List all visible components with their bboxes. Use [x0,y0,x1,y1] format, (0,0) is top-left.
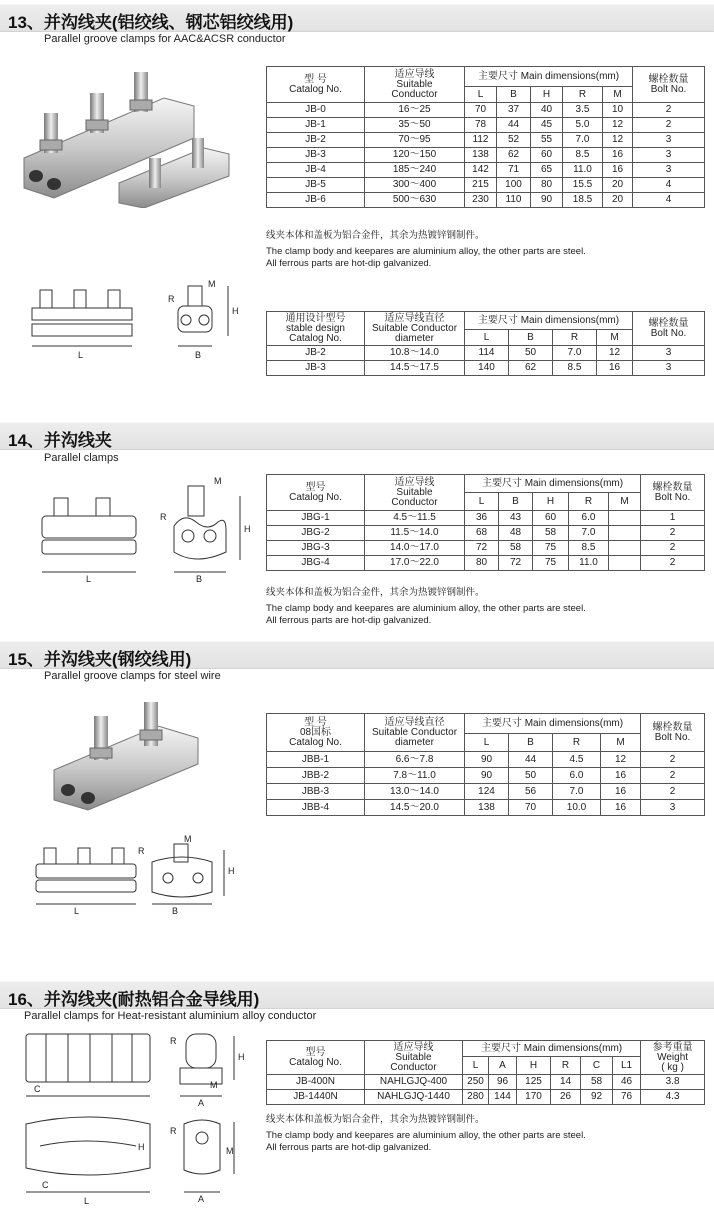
section-15-title: 15、并沟线夹(钢绞线用) [8,650,192,669]
cell-l: 80 [465,556,499,571]
dim-label-R-16a: R [170,1036,177,1046]
cell-h: 75 [533,556,569,571]
table-15-col-conductor: 适应导线直径 Suitable Conductor diameter [365,714,465,752]
cell-l1: 76 [613,1090,641,1105]
table-14-col-R: R [569,493,609,511]
cell-cond: 17.0～22.0 [365,556,465,571]
table-13b-col-L: L [465,330,509,346]
cell-model: JBG-1 [267,511,365,526]
cell-b: 44 [497,118,531,133]
table-13b-body [267,346,705,376]
cell-r: 3.5 [563,103,603,118]
cell-cond: 6.6～7.8 [365,752,465,768]
cell-model: JB-6 [267,193,365,208]
dim-label-M-14: M [214,476,222,486]
cell-b: 71 [497,163,531,178]
clamp-photo-13 [14,58,244,208]
table-16-col-L: L [463,1057,489,1075]
table-15-col-B: B [509,734,553,752]
table-15 [266,713,705,816]
cell-model: JB-3 [267,148,365,163]
cell-cond: 500～630 [365,193,465,208]
cell-bolt: 3 [641,800,705,816]
table-16-col-dims: 主要尺寸 Main dimensions(mm) [463,1041,641,1057]
cell-l: 90 [465,768,509,784]
table-15-col-L: L [465,734,509,752]
cell-model: JBB-4 [267,800,365,816]
cell-r: 6.0 [569,511,609,526]
cell-bolt: 3 [633,346,705,361]
cell-l: 280 [463,1090,489,1105]
dim-label-A-16a: A [198,1098,205,1108]
cell-b: 44 [509,752,553,768]
cell-wt: 3.8 [641,1075,705,1090]
table-13-col-conductor: 适应导线 Suitable Conductor [365,67,465,103]
dim-label-L-15: L [74,906,80,916]
table-14-body [267,511,705,571]
section-14-header [0,422,714,450]
cell-model: JBB-1 [267,752,365,768]
cell-l: 112 [465,133,497,148]
table-row [267,800,705,816]
cell-model: JB-1 [267,118,365,133]
dim-label-A-16b: A [198,1194,205,1204]
table-13-col-L: L [465,87,497,103]
dim-label-M: M [208,280,216,289]
cell-m: 20 [603,193,633,208]
cell-r: 8.5 [569,541,609,556]
cell-h: 125 [517,1075,551,1090]
table-14-col-H: H [533,493,569,511]
table-13b-col-M: M [597,330,633,346]
cell-r: 8.5 [563,148,603,163]
cell-l: 68 [465,526,499,541]
cell-bolt: 3 [633,163,705,178]
cell-cond: 4.5～11.5 [365,511,465,526]
cell-l1: 46 [613,1075,641,1090]
cell-cond: 14.5～17.5 [365,361,465,376]
cell-l: 70 [465,103,497,118]
cell-cond: NAHLGJQ-400 [365,1075,463,1090]
cell-h: 170 [517,1090,551,1105]
cell-model: JB-2 [267,133,365,148]
cell-m: 16 [601,800,641,816]
cell-r: 18.5 [563,193,603,208]
cell-r: 8.5 [553,361,597,376]
cell-cond: 70～95 [365,133,465,148]
dim-label-R: R [168,294,175,304]
section-14-title: 14、并沟线夹 [8,431,112,450]
cell-l: 72 [465,541,499,556]
table-13b-col-model: 通用设计型号 stable design Catalog No. [267,312,365,346]
cell-l: 142 [465,163,497,178]
table-row [267,118,705,133]
cell-b: 56 [509,784,553,800]
cell-cond: 14.0～17.0 [365,541,465,556]
cell-cond: 35～50 [365,118,465,133]
cell-l: 36 [465,511,499,526]
cell-r: 7.0 [553,346,597,361]
cell-wt: 4.3 [641,1090,705,1105]
dim-label-R-15: R [138,846,145,856]
table-row [267,163,705,178]
note-en-1: The clamp body and keepares are aluminium alloy, the other parts are steel. [266,603,586,614]
cell-model: JB-2 [267,346,365,361]
section-14-subtitle: Parallel clamps [44,452,119,464]
table-row [267,752,705,768]
cell-h: 65 [531,163,563,178]
cell-h: 80 [531,178,563,193]
table-row [267,133,705,148]
table-16-col-weight: 参考重量 Weight ( kg ) [641,1041,705,1075]
cell-bolt: 1 [641,511,705,526]
cell-b: 58 [499,541,533,556]
section-13-subtitle: Parallel groove clamps for AAC&ACSR conductor [44,33,286,45]
cell-r: 26 [551,1090,581,1105]
table-14-col-conductor: 适应导线 Suitable Conductor [365,475,465,511]
table-13-col-bolt: 螺栓数量 Bolt No. [633,67,705,103]
cell-c: 92 [581,1090,613,1105]
clamp-drawing-15 [28,834,258,918]
table-row [267,511,705,526]
table-16-col-C: C [581,1057,613,1075]
cell-l: 90 [465,752,509,768]
cell-cond: 13.0～14.0 [365,784,465,800]
dim-label-R-14: R [160,512,167,522]
dim-label-L-14: L [86,574,92,584]
table-14-col-dims: 主要尺寸 Main dimensions(mm) [465,475,641,493]
cell-l: 78 [465,118,497,133]
cell-h: 58 [533,526,569,541]
cell-model: JBG-2 [267,526,365,541]
cell-b: 43 [499,511,533,526]
dim-label-H-14: H [244,524,251,534]
table-14-col-L: L [465,493,499,511]
table-13-col-dims: 主要尺寸 Main dimensions(mm) [465,67,633,87]
table-13-col-model: 型 号 Catalog No. [267,67,365,103]
cell-cond: NAHLGJQ-1440 [365,1090,463,1105]
dim-label-C-16b: C [42,1180,49,1190]
table-16 [266,1040,705,1105]
table-13-stable [266,311,705,376]
table-row [267,193,705,208]
table-16-body [267,1075,705,1105]
cell-m: 16 [597,361,633,376]
table-14-col-B: B [499,493,533,511]
cell-bolt: 2 [641,541,705,556]
cell-b: 48 [499,526,533,541]
table-15-col-bolt: 螺栓数量 Bolt No. [641,714,705,752]
cell-bolt: 4 [633,193,705,208]
dim-label-C-16a: C [34,1084,41,1094]
cell-b: 62 [509,361,553,376]
table-16-col-H: H [517,1057,551,1075]
table-13b-col-B: B [509,330,553,346]
table-13-body [267,103,705,208]
cell-bolt: 3 [633,361,705,376]
table-13-col-M: M [603,87,633,103]
note-en-2: All ferrous parts are hot-dip galvanized. [266,615,432,626]
section-16-subtitle: Parallel clamps for Heat-resistant aluminium alloy conductor [24,1010,317,1022]
cell-r: 7.0 [569,526,609,541]
table-13-main [266,66,705,208]
cell-cond: 7.8～11.0 [365,768,465,784]
table-15-col-model: 型 号 08国标 Catalog No. [267,714,365,752]
dim-label-B-15: B [172,906,179,916]
cell-cond: 10.8～14.0 [365,346,465,361]
cell-cond: 120～150 [365,148,465,163]
cell-m: 12 [597,346,633,361]
cell-bolt: 2 [641,752,705,768]
table-row [267,148,705,163]
table-row [267,346,705,361]
cell-cond: 14.5～20.0 [365,800,465,816]
section-13-title: 13、并沟线夹(铝绞线、钢芯铝绞线用) [8,13,294,32]
cell-c: 58 [581,1075,613,1090]
cell-l: 114 [465,346,509,361]
cell-b: 72 [499,556,533,571]
cell-b: 100 [497,178,531,193]
cell-r: 11.0 [569,556,609,571]
table-13b-col-conductor: 适应导线直径 Suitable Conductor diameter [365,312,465,346]
dim-label-H-16b: H [138,1142,145,1152]
cell-h: 75 [533,541,569,556]
cell-model: JB-5 [267,178,365,193]
section-16-title: 16、并沟线夹(耐热铝合金导线用) [8,990,260,1009]
cell-r: 11.0 [563,163,603,178]
cell-m: 16 [603,163,633,178]
note-en-2: All ferrous parts are hot-dip galvanized. [266,258,432,269]
cell-cond: 16～25 [365,103,465,118]
cell-a: 96 [489,1075,517,1090]
dim-label-L: L [78,350,84,360]
cell-b: 70 [509,800,553,816]
table-14-col-M: M [609,493,641,511]
cell-l: 230 [465,193,497,208]
cell-m: 12 [601,752,641,768]
table-14-col-model: 型号 Catalog No. [267,475,365,511]
cell-m [609,526,641,541]
table-14 [266,474,705,571]
cell-cond: 185～240 [365,163,465,178]
table-16-col-model: 型号 Catalog No. [267,1041,365,1075]
cell-model: JBG-4 [267,556,365,571]
clamp-photo-15 [48,700,208,812]
table-16-col-A: A [489,1057,517,1075]
cell-m: 16 [603,148,633,163]
table-row [267,103,705,118]
clamp-drawing-14 [28,476,258,584]
note-en-1: The clamp body and keepares are aluminium alloy, the other parts are steel. [266,246,586,257]
cell-b: 37 [497,103,531,118]
cell-model: JB-1440N [267,1090,365,1105]
table-13b-col-bolt: 螺栓数量 Bolt No. [633,312,705,346]
cell-model: JB-400N [267,1075,365,1090]
table-13b-col-dims: 主要尺寸 Main dimensions(mm) [465,312,633,330]
table-row [267,526,705,541]
dim-label-R-16b: R [170,1126,177,1136]
table-15-col-R: R [553,734,601,752]
cell-b: 110 [497,193,531,208]
cell-m [609,511,641,526]
cell-l: 250 [463,1075,489,1090]
cell-l: 138 [465,800,509,816]
table-row [267,1075,705,1090]
clamp-drawing-13 [28,280,258,362]
cell-bolt: 2 [633,118,705,133]
cell-r: 4.5 [553,752,601,768]
cell-cond: 300～400 [365,178,465,193]
dim-label-H-16a: H [238,1052,245,1062]
dim-label-H: H [232,306,239,316]
table-row [267,541,705,556]
dim-label-M-16b: M [226,1146,234,1156]
cell-cond: 11.5～14.0 [365,526,465,541]
table-16-col-conductor: 适应导线 Suitable Conductor [365,1041,463,1075]
table-15-body [267,752,705,816]
cell-h: 60 [531,148,563,163]
cell-m: 12 [603,133,633,148]
table-13-col-H: H [531,87,563,103]
cell-m: 16 [601,784,641,800]
cell-r: 7.0 [563,133,603,148]
table-16-col-R: R [551,1057,581,1075]
cell-bolt: 2 [641,784,705,800]
note-en-2: All ferrous parts are hot-dip galvanized. [266,1142,432,1153]
table-15-col-M: M [601,734,641,752]
cell-r: 6.0 [553,768,601,784]
section-15-subtitle: Parallel groove clamps for steel wire [44,670,221,682]
table-13-col-B: B [497,87,531,103]
cell-model: JB-3 [267,361,365,376]
clamp-drawing-16 [20,1030,252,1206]
cell-m: 16 [601,768,641,784]
cell-bolt: 2 [641,526,705,541]
table-row [267,784,705,800]
dim-label-B: B [195,350,202,360]
cell-bolt: 3 [633,133,705,148]
table-15-col-dims: 主要尺寸 Main dimensions(mm) [465,714,641,734]
dim-label-M-15: M [184,834,192,844]
cell-b: 62 [497,148,531,163]
cell-b: 50 [509,768,553,784]
cell-bolt: 2 [641,556,705,571]
cell-b: 50 [509,346,553,361]
cell-b: 52 [497,133,531,148]
cell-r: 10.0 [553,800,601,816]
cell-h: 60 [533,511,569,526]
table-13b-col-R: R [553,330,597,346]
dim-label-B-14: B [196,574,203,584]
cell-h: 40 [531,103,563,118]
table-13-col-R: R [563,87,603,103]
cell-m: 20 [603,178,633,193]
cell-a: 144 [489,1090,517,1105]
cell-model: JBB-2 [267,768,365,784]
cell-model: JBB-3 [267,784,365,800]
cell-bolt: 2 [641,768,705,784]
note-cn: 线夹本体和盖板为铝合金件，其余为热镀锌钢制件。 [266,587,485,598]
table-row [267,556,705,571]
table-row [267,768,705,784]
cell-bolt: 2 [633,103,705,118]
dim-label-L-16: L [84,1196,90,1206]
cell-m: 10 [603,103,633,118]
note-en-1: The clamp body and keepares are aluminium alloy, the other parts are steel. [266,1130,586,1141]
cell-h: 55 [531,133,563,148]
cell-m [609,541,641,556]
cell-l: 215 [465,178,497,193]
notes-13 [266,230,586,270]
cell-h: 90 [531,193,563,208]
table-row [267,361,705,376]
cell-h: 45 [531,118,563,133]
table-16-col-L1: L1 [613,1057,641,1075]
cell-bolt: 3 [633,148,705,163]
cell-r: 15.5 [563,178,603,193]
note-cn: 线夹本体和盖板为铝合金件，其余为热镀锌钢制件。 [266,230,485,241]
section-13-header [0,4,714,32]
section-15-header [0,641,714,669]
table-row [267,1090,705,1105]
cell-m [609,556,641,571]
table-row [267,178,705,193]
cell-model: JBG-3 [267,541,365,556]
dim-label-M-16a: M [210,1080,218,1090]
cell-r: 14 [551,1075,581,1090]
cell-bolt: 4 [633,178,705,193]
cell-r: 5.0 [563,118,603,133]
section-16-header [0,981,714,1009]
cell-l: 140 [465,361,509,376]
cell-model: JB-0 [267,103,365,118]
dim-label-H-15: H [228,866,235,876]
notes-14 [266,587,586,627]
cell-r: 7.0 [553,784,601,800]
table-14-col-bolt: 螺栓数量 Bolt No. [641,475,705,511]
cell-l: 124 [465,784,509,800]
cell-l: 138 [465,148,497,163]
note-cn: 线夹本体和盖板为铝合金件，其余为热镀锌钢制件。 [266,1114,485,1125]
cell-model: JB-4 [267,163,365,178]
notes-16 [266,1114,586,1154]
cell-m: 12 [603,118,633,133]
